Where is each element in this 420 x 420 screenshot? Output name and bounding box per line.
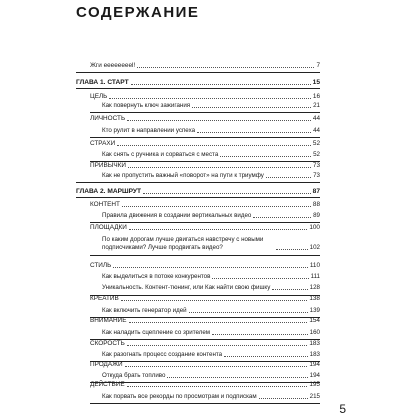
toc-entry-page: 21 <box>313 102 320 109</box>
toc-entry-label: Как порвать все рекорды по просмотрам и подпискам <box>102 393 257 400</box>
toc-subsection[interactable] <box>102 97 320 110</box>
dot-leader <box>143 193 311 194</box>
toc-entry-page: 88 <box>312 201 320 208</box>
toc-entry-page: 102 <box>309 244 320 251</box>
toc-entry-page: 110 <box>309 262 320 269</box>
toc-entry-page: 44 <box>313 127 320 134</box>
toc-entry-label: Откуда брать топливо <box>102 372 166 379</box>
toc-entry-page: 73 <box>313 172 320 179</box>
dot-leader <box>127 120 311 121</box>
dot-leader <box>266 177 311 178</box>
toc-entry-label: Жги ееееееееl! <box>90 62 136 69</box>
toc-entry-label: КРЕАТИВ <box>90 295 119 302</box>
toc-entry-label: ВНИМАНИЕ <box>90 317 127 324</box>
page-number: 5 <box>339 402 346 416</box>
toc-subsection[interactable] <box>102 122 320 135</box>
dot-leader <box>137 67 314 68</box>
toc-entry[interactable] <box>90 57 320 70</box>
toc-entry-page: 194 <box>309 361 320 368</box>
toc-entry-label: ГЛАВА 1. СТАРТ <box>76 79 129 86</box>
toc-entry-label: Правила движения в создании вертикальных видео <box>102 212 252 219</box>
toc-entry-page: 89 <box>313 212 320 219</box>
toc-chapter[interactable] <box>76 183 320 196</box>
toc-entry-page: 183 <box>309 340 320 347</box>
toc-entry-label: СТИЛЬ <box>90 262 112 269</box>
toc-entry-label: ПЛОЩАДКИ <box>90 224 127 231</box>
toc-entry-label: По каким дорогам лучше двигаться навстречу с новыми подписчиками? Лучше продвигать видео? <box>102 236 264 251</box>
dot-leader <box>121 300 308 301</box>
divider <box>90 403 320 404</box>
toc-subsection[interactable] <box>102 167 320 180</box>
toc-entry-page: 154 <box>309 317 320 324</box>
toc-entry-page: 138 <box>309 295 320 302</box>
toc-entry-page: 194 <box>309 372 320 379</box>
toc-entry-label: ДЕЙСТВИЕ <box>90 381 125 388</box>
toc-entry-label: Как включить генератор идей <box>102 307 187 314</box>
toc-entry-label: Как разогнать процесс создание контента <box>102 351 223 358</box>
toc-entry-label: ПРОДАЖИ <box>90 361 123 368</box>
toc-subsection[interactable] <box>102 230 320 252</box>
toc-entry-label: Кто рулит в направлении успеха <box>102 127 196 134</box>
dot-leader <box>129 322 308 323</box>
toc-entry-page: 73 <box>312 162 320 169</box>
toc-entry-label: Как повернуть ключ зажигания <box>102 102 191 109</box>
toc-entry-page: 160 <box>309 329 320 336</box>
toc-subsection[interactable] <box>102 388 320 401</box>
toc-entry-page: 111 <box>310 273 320 280</box>
toc-entry-label: ГЛАВА 2. МАРШРУТ <box>76 188 142 195</box>
toc-entry-page: 7 <box>316 62 320 69</box>
toc-entry-page: 44 <box>312 115 320 122</box>
toc-entry-page: 87 <box>312 188 320 195</box>
toc-entry-page: 195 <box>309 381 320 388</box>
divider <box>76 72 320 73</box>
dot-leader <box>192 107 311 108</box>
page-title: СОДЕРЖАНИЕ <box>76 4 200 21</box>
toc-entry-page: 15 <box>312 79 320 86</box>
toc-entry-page: 183 <box>309 351 320 358</box>
dot-leader <box>276 249 308 250</box>
toc-entry-page: 215 <box>309 393 320 400</box>
toc-entry-page: 52 <box>312 140 320 147</box>
dot-leader <box>259 398 308 399</box>
toc-entry-label: Как снять с ручника и сорваться с места <box>102 151 219 158</box>
toc-entry-label: ЦЕЛЬ <box>90 93 108 100</box>
toc-entry-label: КОНТЕНТ <box>90 201 120 208</box>
dot-leader <box>253 217 311 218</box>
toc-entry-label: Как выделиться в потоке конкурентов <box>102 273 211 280</box>
dot-leader <box>197 132 311 133</box>
toc-entry-label: СТРАХИ <box>90 140 116 147</box>
toc-entry-label: ЛИЧНОСТЬ <box>90 115 126 122</box>
dot-leader <box>127 386 308 387</box>
toc-chapter[interactable] <box>76 74 320 87</box>
toc-entry-label: СКОРОСТЬ <box>90 340 125 347</box>
toc-entry-label: Как наладить сцепление со зрителем <box>102 329 211 336</box>
toc-entry-label: ПРИВЫЧКИ <box>90 162 126 169</box>
dot-leader <box>131 84 311 85</box>
toc-entry-page: 100 <box>309 224 320 231</box>
toc-entry-label: Уникальность. Контент-тюнинг, или Как найти свою фишку <box>102 284 271 291</box>
divider <box>90 255 320 256</box>
toc-entry-page: 16 <box>312 93 320 100</box>
toc-entry-page: 52 <box>313 151 320 158</box>
toc-entry-label: Как не пропустить важный «поворот» на пути к триумфу <box>102 172 264 179</box>
toc-entry-page: 128 <box>309 284 320 291</box>
toc-entry-page: 139 <box>309 307 320 314</box>
